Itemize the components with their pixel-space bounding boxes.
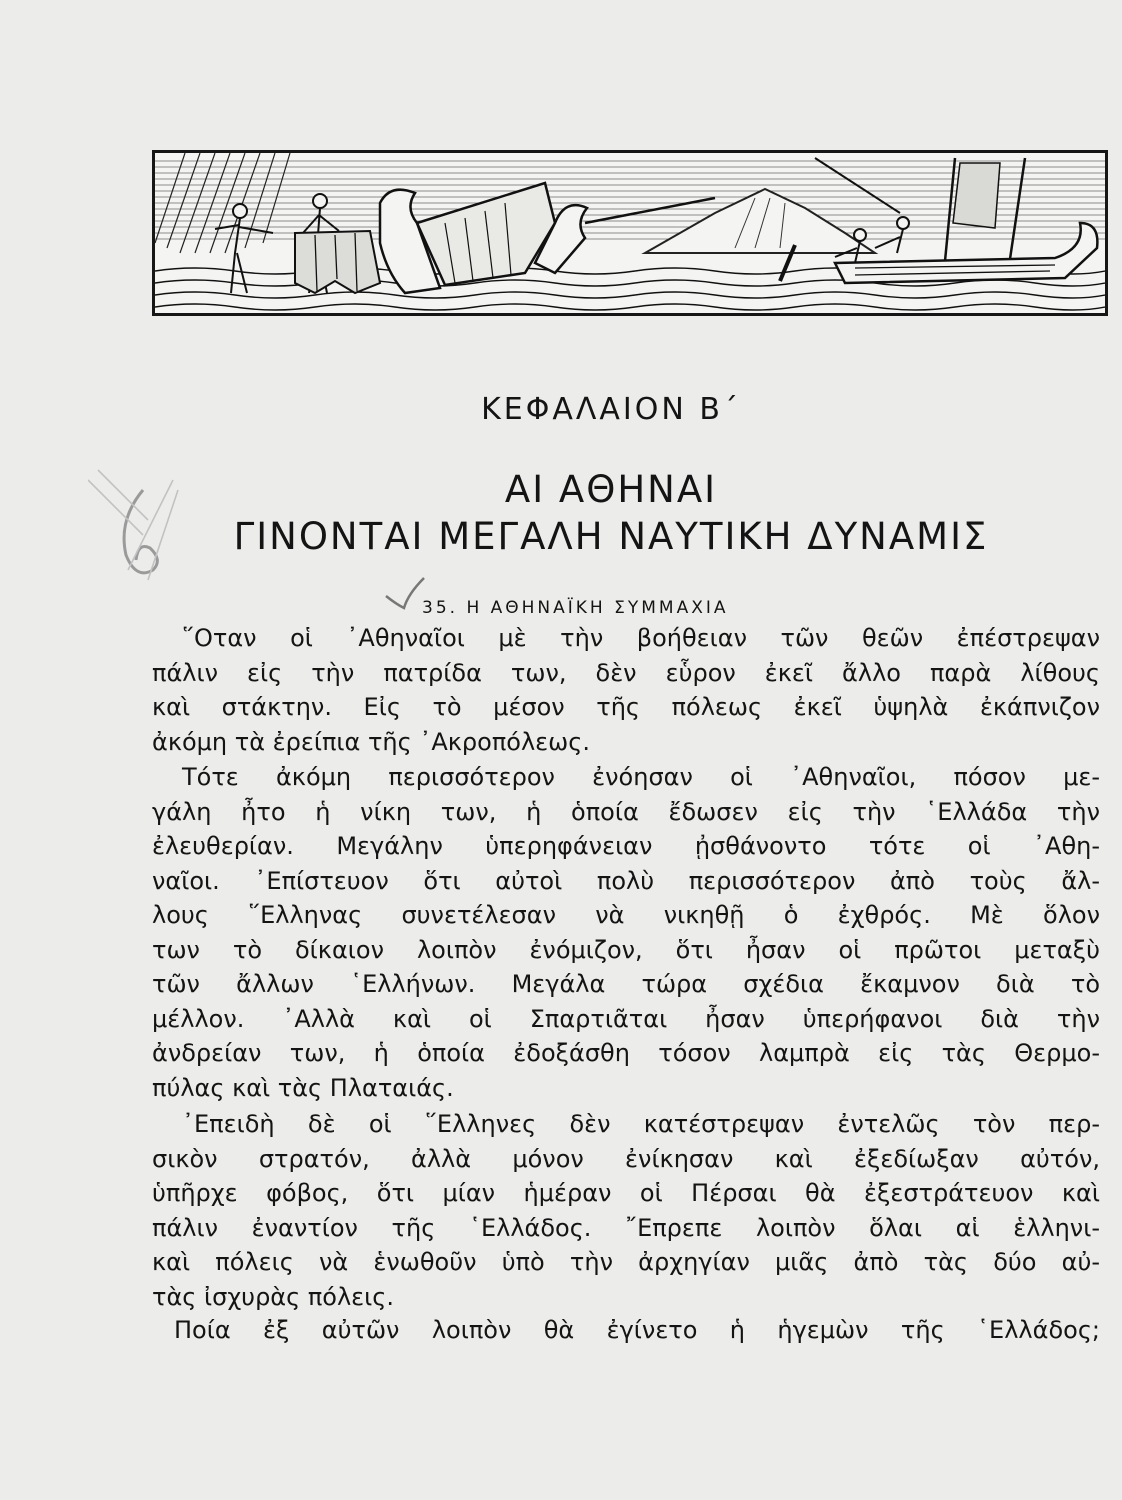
text-line: καὶ πόλεις νὰ ἑνωθοῦν ὑπὸ τὴν ἀρχηγίαν μιᾶς ἀπὸ τὰς δύο αὐ- — [152, 1248, 1100, 1276]
chapter-banner-illustration — [152, 150, 1108, 316]
text-line: Ποία ἐξ αὐτῶν λοιπὸν θὰ ἐγίνετο ἡ ἡγεμὼν τῆς ῾Ελλάδος; — [174, 1316, 1100, 1344]
text-line: Τότε ἀκόμη περισσότερον ἐνόησαν οἱ ᾿Αθηναῖοι, πόσον με- — [182, 763, 1100, 791]
pencil-check-mark — [380, 574, 428, 614]
text-line: πάλιν ἐναντίον τῆς ῾Ελλάδος. ῎Επρεπε λοιπὸν ὅλαι αἱ ἑλληνι- — [152, 1213, 1100, 1242]
paragraph-3 — [152, 1107, 1100, 1314]
text-line: σικὸν στρατόν, ἀλλὰ μόνον ἐνίκησαν καὶ ἐξεδίωξαν αὐτόν, — [152, 1144, 1100, 1173]
text-line: λους ῞Ελληνας συνετέλεσαν νὰ νικηθῇ ὁ ἐχθρός. Μὲ ὅλον — [152, 901, 1100, 929]
text-line: ῞Οταν οἱ ᾿Αθηναῖοι μὲ τὴν βοήθειαν τῶν θεῶν ἐπέστρεψαν — [182, 624, 1100, 652]
text-line: τὰς ἰσχυρὰς πόλεις. — [152, 1282, 394, 1311]
text-line: μέλλον. ᾿Αλλὰ καὶ οἱ Σπαρτιᾶται ἦσαν ὑπερήφανοι διὰ τὴν — [152, 1004, 1100, 1033]
text-line: ναῖοι. ᾿Επίστευον ὅτι αὐτοὶ πολὺ περισσότερον ἀπὸ τοὺς ἄλ- — [152, 866, 1100, 895]
text-line: πάλιν εἰς τὴν πατρίδα των, δὲν εὗρον ἐκεῖ ἄλλο παρὰ λίθους — [152, 658, 1100, 687]
text-line: ὑπῆρχε φόβος, ὅτι μίαν ἡμέραν οἱ Πέρσαι θὰ ἐξεστράτευον καὶ — [152, 1179, 1100, 1207]
chapter-title-line-2: ΓΙΝΟΝΤΑΙ ΜΕΓΑΛΗ ΝΑΥΤΙΚΗ ΔΥΝΑΜΙΣ — [233, 515, 989, 558]
chapter-title — [0, 466, 1122, 560]
text-line: ἀκόμη τὰ ἐρείπια τῆς ᾿Ακροπόλεως. — [152, 727, 590, 756]
text-line: ἀνδρείαν των, ἡ ὁποία ἐδοξάσθη τόσον λαμπρὰ εἰς τὰς Θερμο- — [152, 1039, 1100, 1067]
text-line: των τὸ δίκαιον λοιπὸν ἐνόμιζον, ὅτι ἦσαν οἱ πρῶτοι μεταξὺ — [152, 935, 1100, 964]
text-line: ἐλευθερίαν. Μεγάλην ὑπερηφάνειαν ᾐσθάνοντο τότε οἱ ᾿Αθη- — [152, 832, 1100, 860]
text-line: ᾿Επειδὴ δὲ οἱ ῞Ελληνες δὲν κατέστρεψαν ἐντελῶς τὸν περ- — [182, 1110, 1100, 1138]
chapter-label: ΚΕΦΑΛΑΙΟΝ Β΄ — [481, 392, 741, 427]
text-line: τῶν ἄλλων ῾Ελλήνων. Μεγάλα τώρα σχέδια ἔκαμνον διὰ τὸ — [152, 970, 1100, 998]
paragraph-1 — [152, 621, 1100, 759]
text-line: γάλη ἦτο ἡ νίκη των, ἡ ὁποία ἔδωσεν εἰς τὴν ῾Ελλάδα τὴν — [152, 797, 1100, 826]
paragraph-2 — [152, 760, 1100, 1105]
text-line: πύλας καὶ τὰς Πλαταιάς. — [152, 1073, 454, 1102]
text-line: καὶ στάκτην. Εἰς τὸ μέσον τῆς πόλεως ἐκεῖ ὑψηλὰ ἐκάπνιζον — [152, 693, 1100, 721]
chapter-title-line-1: ΑΙ ΑΘΗΝΑΙ — [504, 468, 718, 511]
ancient-ships-harbor-engraving-icon — [155, 153, 1105, 313]
paragraph-4 — [152, 1313, 1100, 1348]
section-heading: 35. Η ΑΘΗΝΑΪΚΗ ΣΥΜΜΑΧΙΑ — [422, 598, 729, 619]
